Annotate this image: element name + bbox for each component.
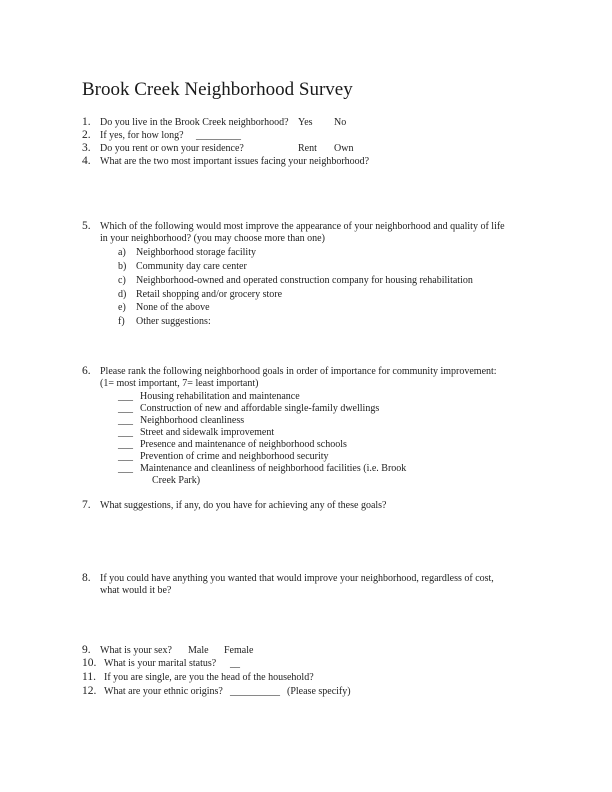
q6-number: 6. <box>82 365 91 377</box>
q6-text-line2: (1= most important, 7= least important) <box>100 378 259 389</box>
q3-rent-option[interactable]: Rent <box>298 143 317 154</box>
q5-option-letter: d) <box>118 289 127 300</box>
q11-text: If you are single, are you the head of the household? <box>104 672 314 683</box>
q6-goal-6: Prevention of crime and neighborhood security <box>140 451 329 462</box>
q8-text-line2: what would it be? <box>100 585 172 596</box>
q3-text: Do you rent or own your residence? <box>100 143 244 154</box>
q3-own-option[interactable]: Own <box>334 143 354 154</box>
q10-answer-blank[interactable]: __ <box>230 658 240 669</box>
page-title: Brook Creek Neighborhood Survey <box>82 79 353 100</box>
q5-option-d[interactable]: Retail shopping and/or grocery store <box>136 289 283 300</box>
q4-number: 4. <box>82 155 91 167</box>
q2-text: If yes, for how long? <box>100 130 184 141</box>
q6-goal-3: Neighborhood cleanliness <box>140 415 245 426</box>
q5-text-line1: Which of the following would most improve the appearance of your neighborhood and quality of life <box>100 221 505 232</box>
q2-number: 2. <box>82 129 91 141</box>
q6-rank-blank[interactable]: ___ <box>118 439 133 450</box>
q12-text: What are your ethnic origins? <box>104 686 223 697</box>
q1-yes-option[interactable]: Yes <box>298 117 313 128</box>
q9-number: 9. <box>82 644 91 656</box>
q6-goal-1: Housing rehabilitation and maintenance <box>140 391 300 402</box>
q9-male-option[interactable]: Male <box>188 645 209 656</box>
q6-rank-blank[interactable]: ___ <box>118 427 133 438</box>
q6-rank-blank[interactable]: ___ <box>118 415 133 426</box>
q1-number: 1. <box>82 116 91 128</box>
q6-rank-blank[interactable]: ___ <box>118 403 133 414</box>
q1-no-option[interactable]: No <box>334 117 347 128</box>
q9-female-option[interactable]: Female <box>224 645 254 656</box>
q5-option-a[interactable]: Neighborhood storage facility <box>136 247 256 258</box>
q7-text: What suggestions, if any, do you have for achieving any of these goals? <box>100 500 387 511</box>
q6-goal-7-continuation: Creek Park) <box>152 475 201 486</box>
q5-text-line2: in your neighborhood? (you may choose more than one) <box>100 233 325 244</box>
q3-number: 3. <box>82 142 91 154</box>
q5-option-letter: b) <box>118 261 127 272</box>
q12-note: (Please specify) <box>287 686 351 697</box>
q7-number: 7. <box>82 499 91 511</box>
q4-text: What are the two most important issues facing your neighborhood? <box>100 156 370 167</box>
q6-rank-blank[interactable]: ___ <box>118 463 133 474</box>
q5-option-letter: c) <box>118 275 126 286</box>
q5-option-letter: a) <box>118 247 126 258</box>
q6-goal-5: Presence and maintenance of neighborhood schools <box>140 439 347 450</box>
q5-option-e[interactable]: None of the above <box>136 302 210 313</box>
q8-text-line1: If you could have anything you wanted that would improve your neighborhood, regardless of cost, <box>100 573 494 584</box>
q6-rank-blank[interactable]: ___ <box>118 451 133 462</box>
q10-text: What is your marital status? <box>104 658 217 669</box>
q12-answer-blank[interactable]: __________ <box>230 686 280 697</box>
q6-text-line1: Please rank the following neighborhood goals in order of importance for community improvement: <box>100 366 497 377</box>
q5-option-letter: f) <box>118 316 125 327</box>
q1-text: Do you live in the Brook Creek neighborhood? <box>100 117 289 128</box>
q6-rank-blank[interactable]: ___ <box>118 391 133 402</box>
q9-text: What is your sex? <box>100 645 172 656</box>
q5-option-b[interactable]: Community day care center <box>136 261 247 272</box>
q11-number: 11. <box>82 671 96 683</box>
q5-option-letter: e) <box>118 302 126 313</box>
q5-option-c[interactable]: Neighborhood-owned and operated construction company for housing rehabilitation <box>136 275 473 286</box>
q6-goal-2: Construction of new and affordable single-family dwellings <box>140 403 380 414</box>
q5-number: 5. <box>82 220 91 232</box>
q2-answer-blank[interactable]: _________ <box>196 130 241 141</box>
q10-number: 10. <box>82 657 97 669</box>
q8-number: 8. <box>82 572 91 584</box>
q5-option-f[interactable]: Other suggestions: <box>136 316 211 327</box>
q6-goal-7: Maintenance and cleanliness of neighborhood facilities (i.e. Brook <box>140 463 407 474</box>
q12-number: 12. <box>82 685 97 697</box>
q6-goal-4: Street and sidewalk improvement <box>140 427 275 438</box>
